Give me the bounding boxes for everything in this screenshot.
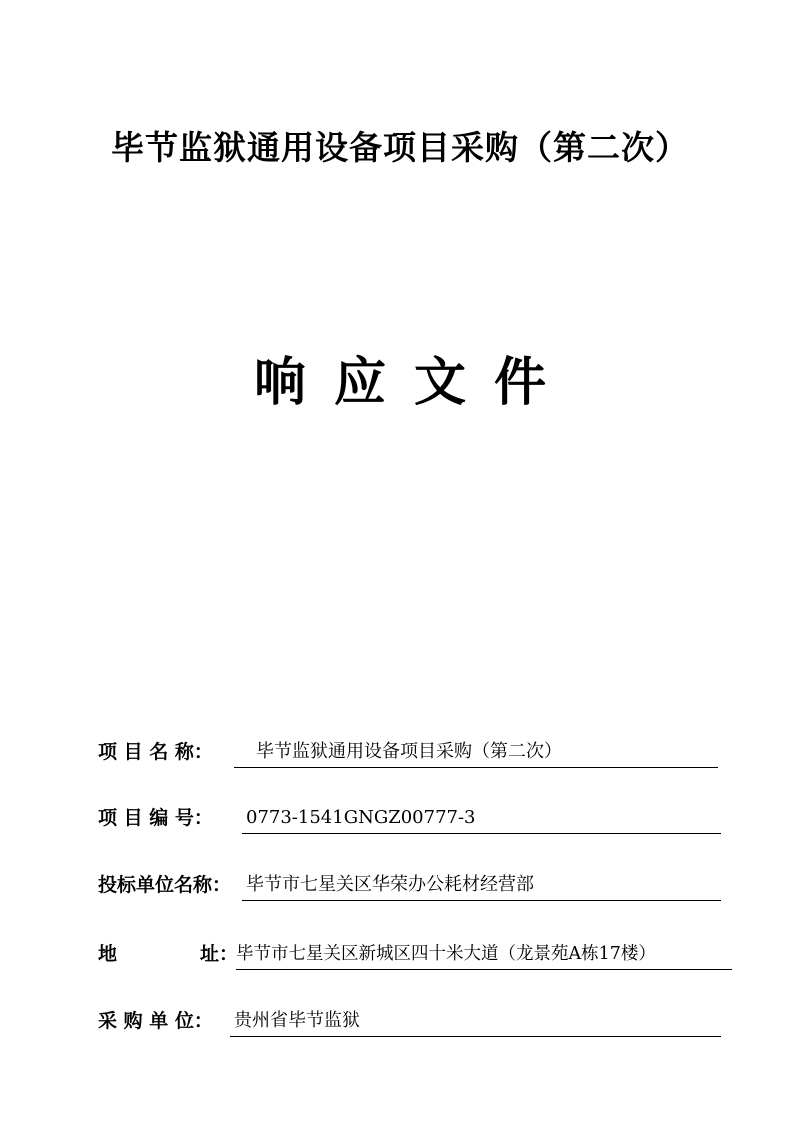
project-name-value: 毕节监狱通用设备项目采购（第二次） [234, 737, 718, 768]
address-label-right: 址： [199, 943, 238, 965]
address-value: 毕节市七星关区新城区四十米大道（龙景苑A栋17楼） [236, 939, 732, 970]
address-label-left: 地 [98, 943, 118, 965]
bidder-value: 毕节市七星关区华荣办公耗材经营部 [242, 870, 721, 901]
purchaser-value: 贵州省毕节监狱 [230, 1006, 721, 1037]
project-name-label: 项 目 名 称： [98, 741, 213, 763]
bidder-label: 投标单位名称： [98, 874, 232, 896]
project-code-value: 0773-1541GNGZ00777-3 [242, 803, 721, 834]
address-label [98, 939, 238, 969]
document-type-heading: 响应文件 [253, 352, 574, 413]
project-code-label: 项 目 编 号： [98, 807, 213, 829]
project-title: 毕节监狱通用设备项目采购（第二次） [111, 128, 689, 167]
purchaser-label: 采 购 单 位： [98, 1010, 213, 1032]
